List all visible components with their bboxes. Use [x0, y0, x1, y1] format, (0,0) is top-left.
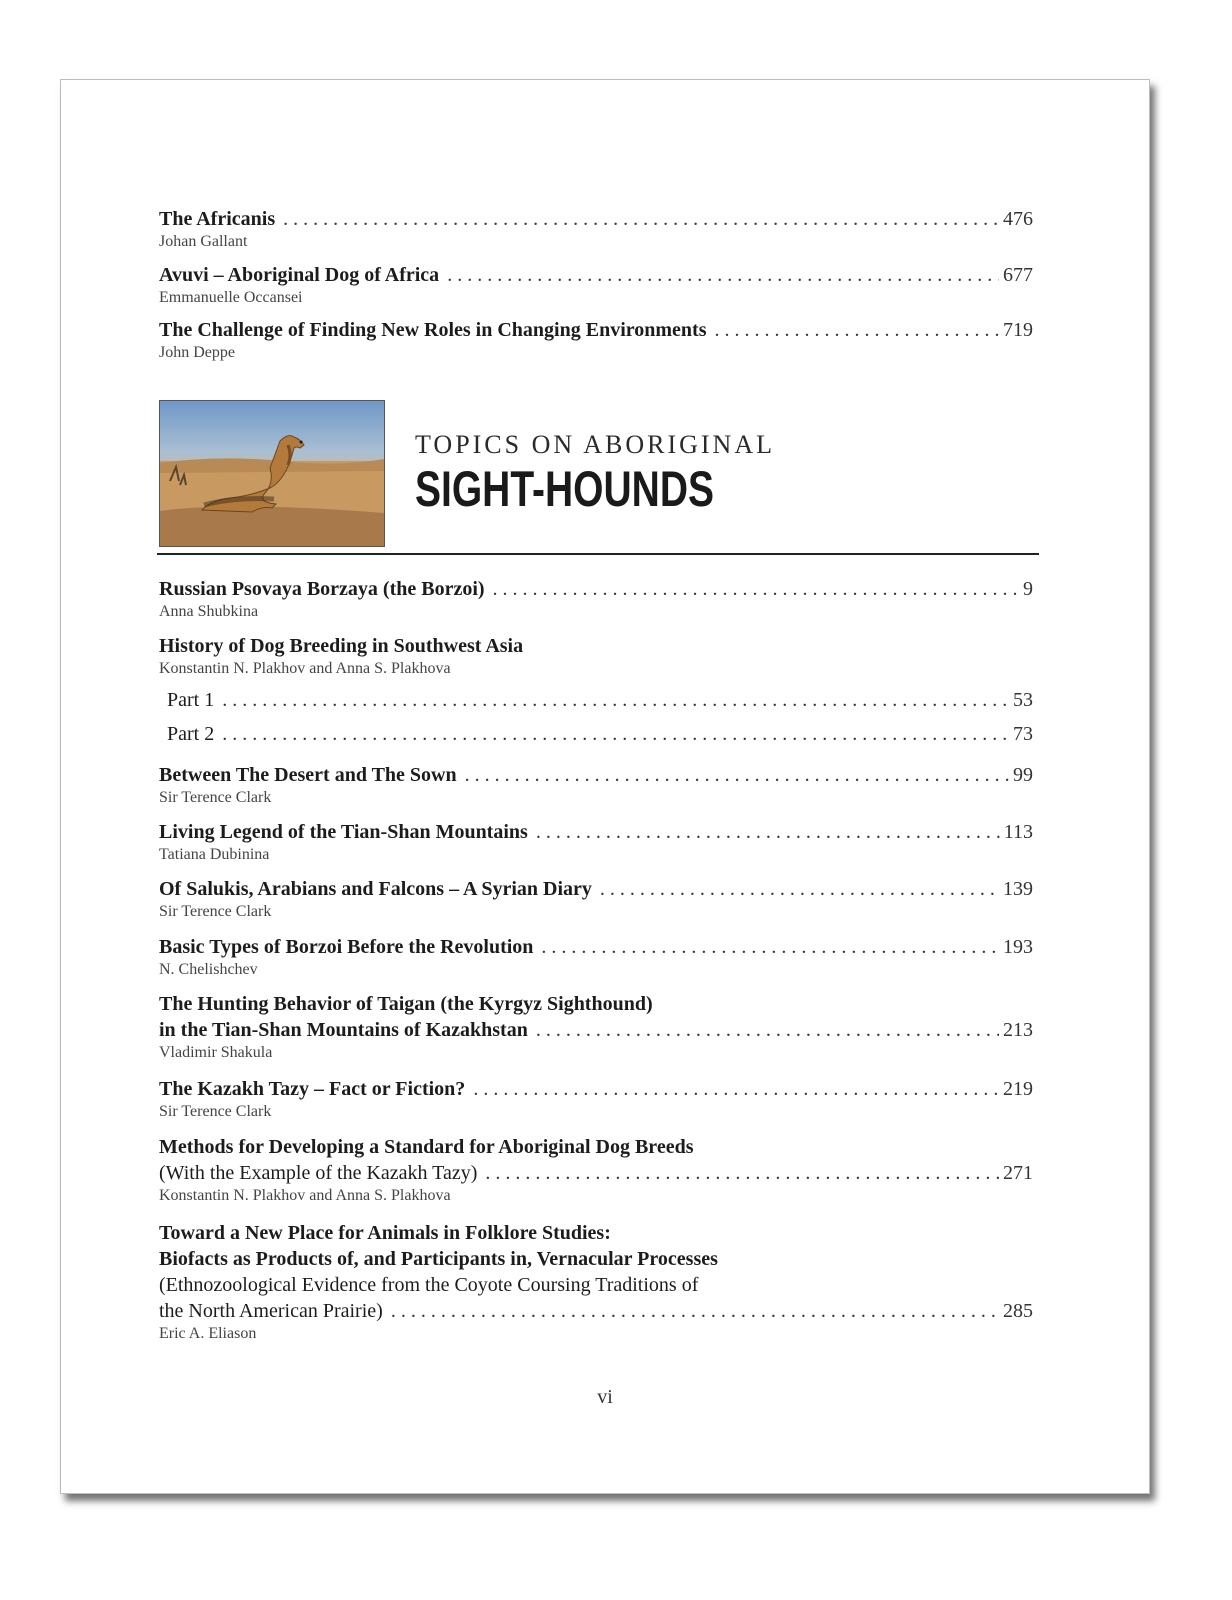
entry-author: Vladimir Shakula	[159, 1044, 273, 1061]
dot-leader	[391, 1298, 999, 1324]
entry-page: 139	[1003, 878, 1033, 900]
entry-page: 719	[1003, 319, 1033, 341]
part-page: 53	[1013, 689, 1033, 711]
entry-subtitle: (Ethnozoological Evidence from the Coyote Coursing Traditions of	[159, 1274, 699, 1296]
toc-entry[interactable]	[159, 991, 1033, 1063]
part-label: Part 2	[167, 723, 215, 745]
entry-author: Tatiana Dubinina	[159, 846, 270, 863]
entry-title: Between The Desert and The Sown	[159, 764, 457, 786]
toc-entry[interactable]	[159, 576, 1033, 622]
entry-author: Johan Gallant	[159, 233, 248, 250]
toc-entry[interactable]	[159, 934, 1033, 980]
entry-page: 677	[1003, 264, 1033, 286]
page-number: vi	[597, 1386, 613, 1408]
entry-author: Emmanuelle Occansei	[159, 289, 303, 306]
entry-title-line: Toward a New Place for Animals in Folklore Studies:	[159, 1222, 611, 1244]
toc-entry[interactable]	[159, 1134, 1033, 1206]
toc-entry[interactable]	[159, 762, 1033, 808]
dot-leader	[536, 819, 1000, 845]
entry-title-line: The Hunting Behavior of Taigan (the Kyrgyz Sighthound)	[159, 993, 653, 1015]
dot-leader	[447, 262, 999, 288]
toc-entry[interactable]	[159, 876, 1033, 922]
toc-entry[interactable]	[159, 1220, 1033, 1344]
entry-page: 213	[1003, 1019, 1033, 1041]
entry-author: Anna Shubkina	[159, 603, 259, 620]
section-title: SIGHT-HOUNDS	[415, 461, 715, 517]
dot-leader	[600, 876, 999, 902]
toc-entry[interactable]	[159, 262, 1033, 308]
dot-leader	[715, 317, 1000, 343]
toc-entry[interactable]	[159, 633, 1033, 747]
entry-title: Russian Psovaya Borzaya (the Borzoi)	[159, 578, 485, 600]
entry-page: 113	[1003, 821, 1033, 843]
entry-title: Of Salukis, Arabians and Falcons – A Syrian Diary	[159, 878, 592, 900]
toc-entry[interactable]	[159, 206, 1033, 252]
entry-title: The Africanis	[159, 208, 276, 230]
entry-page: 9	[1023, 578, 1033, 600]
section-divider	[157, 553, 1039, 555]
dot-leader	[283, 206, 999, 232]
dot-leader	[222, 721, 1009, 747]
dot-leader	[222, 687, 1009, 713]
entry-page: 193	[1003, 936, 1033, 958]
entry-author: Eric A. Eliason	[159, 1325, 257, 1342]
entry-page: 271	[1003, 1162, 1033, 1184]
entry-author: John Deppe	[159, 344, 235, 361]
entry-title: Living Legend of the Tian-Shan Mountains	[159, 821, 528, 843]
toc-part[interactable]	[159, 721, 1033, 747]
entry-title-line: Biofacts as Products of, and Participants in, Vernacular Processes	[159, 1248, 718, 1270]
entry-title: in the Tian-Shan Mountains of Kazakhstan	[159, 1019, 528, 1041]
entry-title-line: Methods for Developing a Standard for Aboriginal Dog Breeds	[159, 1136, 694, 1158]
entry-author: Konstantin N. Plakhov and Anna S. Plakhova	[159, 660, 451, 677]
entry-page: 99	[1013, 764, 1033, 786]
entry-author: Sir Terence Clark	[159, 1103, 272, 1120]
entry-title: The Kazakh Tazy – Fact or Fiction?	[159, 1078, 466, 1100]
entry-page: 219	[1003, 1078, 1033, 1100]
dot-leader	[485, 1160, 999, 1186]
saluki-photo	[159, 400, 385, 547]
entry-title: Basic Types of Borzoi Before the Revolution	[159, 936, 534, 958]
entry-title: History of Dog Breeding in Southwest Asia	[159, 635, 524, 657]
part-label: Part 1	[167, 689, 215, 711]
toc-entry[interactable]	[159, 1076, 1033, 1122]
dot-leader	[473, 1076, 999, 1102]
dot-leader	[536, 1017, 999, 1043]
entry-author: Sir Terence Clark	[159, 903, 272, 920]
part-page: 73	[1013, 723, 1033, 745]
entry-title: Avuvi – Aboriginal Dog of Africa	[159, 264, 440, 286]
toc-entry[interactable]	[159, 819, 1033, 865]
entry-subtitle: the North American Prairie)	[159, 1300, 383, 1322]
toc-entry[interactable]	[159, 317, 1033, 363]
entry-author: Sir Terence Clark	[159, 789, 272, 806]
dot-leader	[465, 762, 1009, 788]
entry-title: The Challenge of Finding New Roles in Changing Environments	[159, 319, 707, 341]
dot-leader	[541, 934, 999, 960]
entry-page: 476	[1003, 208, 1033, 230]
book-page	[60, 79, 1150, 1494]
dot-leader	[493, 576, 1019, 602]
saluki-illustration	[160, 401, 384, 546]
entry-subtitle: (With the Example of the Kazakh Tazy)	[159, 1162, 478, 1184]
entry-page: 285	[1003, 1300, 1033, 1322]
entry-author: N. Chelishchev	[159, 961, 258, 978]
toc-part[interactable]	[159, 687, 1033, 713]
section-kicker: TOPICS ON ABORIGINAL	[415, 430, 775, 459]
entry-author: Konstantin N. Plakhov and Anna S. Plakhova	[159, 1187, 451, 1204]
